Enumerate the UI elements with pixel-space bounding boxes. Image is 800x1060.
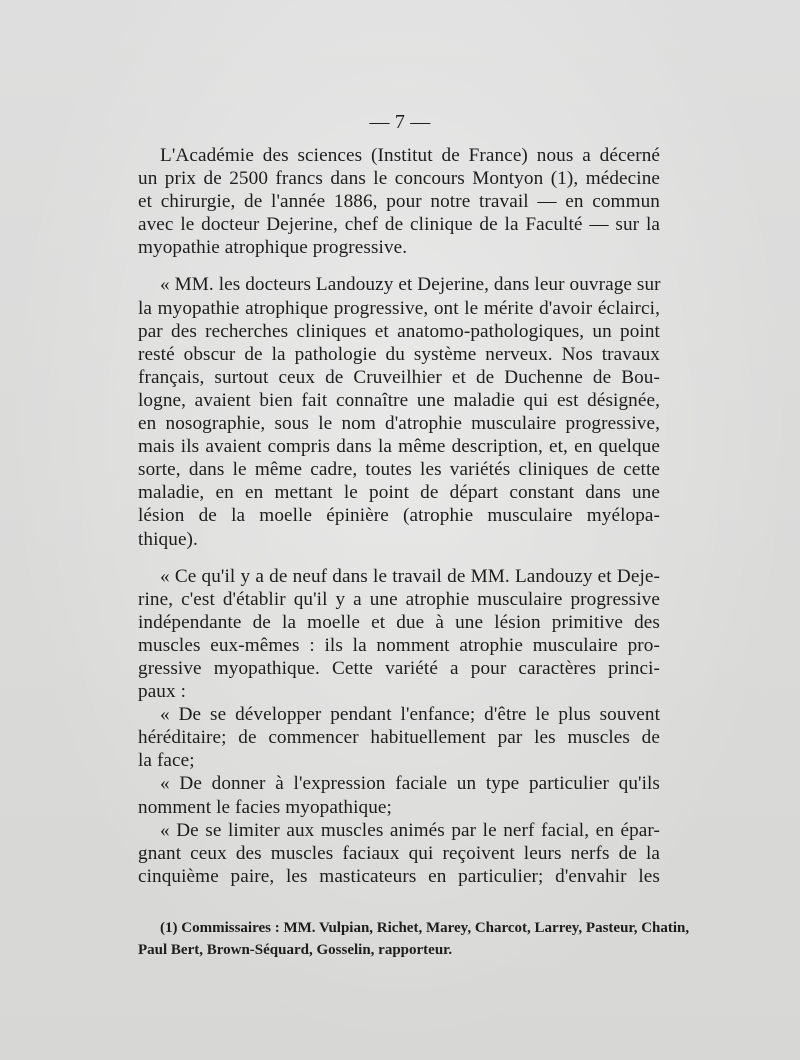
text-line: muscles eux-mêmes : ils la nomment atrophie musculaire pro-: [138, 634, 660, 656]
paragraph-5: [138, 772, 660, 818]
page-number: — 7 —: [369, 111, 431, 133]
paragraph-3: [138, 565, 660, 704]
paragraph-6: [138, 819, 660, 888]
paragraph-4: [138, 703, 660, 772]
text-line: « MM. les docteurs Landouzy et Dejerine, dans leur ouvrage sur: [160, 274, 661, 296]
text-line: lésion de la moelle épinière (atrophie musculaire myélopa-: [138, 505, 660, 527]
text-line: cinquième paire, les masticateurs en particulier; d'envahir les: [138, 865, 660, 887]
text-line: nomment le facies myopathique;: [138, 796, 392, 818]
text-line: gnant ceux des muscles faciaux qui reçoivent leurs nerfs de la: [138, 842, 660, 864]
text-line: la face;: [138, 750, 195, 772]
text-line: avec le docteur Dejerine, chef de clinique de la Faculté — sur la: [138, 214, 660, 236]
text-line: « Ce qu'il y a de neuf dans le travail de MM. Landouzy et Deje-: [160, 565, 660, 587]
text-line: par des recherches cliniques et anatomo-pathologiques, un point: [138, 320, 660, 342]
text-line: « De donner à l'expression faciale un type particulier qu'ils: [160, 773, 660, 795]
text-line: resté obscur de la pathologie du système nerveux. Nos travaux: [138, 343, 660, 365]
text-line: maladie, en en mettant le point de départ constant dans une: [138, 482, 660, 504]
text-line: et chirurgie, de l'année 1886, pour notre travail — en commun: [138, 191, 660, 213]
text-line: paux :: [138, 681, 187, 703]
text-line: mais ils avaient compris dans la même description, et, en quelque: [138, 436, 660, 458]
text-line: sorte, dans le même cadre, toutes les variétés cliniques de cette: [138, 459, 660, 481]
text-line: rine, c'est d'établir qu'il y a une atrophie musculaire progressive: [138, 588, 660, 610]
text-line: un prix de 2500 francs dans le concours Montyon (1), médecine: [138, 168, 660, 190]
text-line: « De se limiter aux muscles animés par le nerf facial, en épar-: [160, 819, 660, 841]
text-line: en nosographie, sous le nom d'atrophie musculaire progressive,: [138, 413, 660, 435]
text-line: L'Académie des sciences (Institut de France) nous a décerné: [160, 145, 660, 166]
paragraph-1: [138, 144, 660, 259]
text-line: indépendante de la moelle et due à une lésion primitive des: [138, 611, 660, 633]
text-line: myopathie atrophique progressive.: [138, 237, 408, 259]
footnote: [138, 917, 690, 961]
footnote-line: (1) Commissaires : MM. Vulpian, Richet, Marey, Charcot, Larrey, Pasteur, Chatin,: [160, 920, 690, 936]
text-line: français, surtout ceux de Cruveilhier et de Duchenne de Bou-: [138, 366, 660, 388]
text-line: « De se développer pendant l'enfance; d'être le plus souvent: [160, 704, 660, 726]
footnote-line: Paul Bert, Brown-Séquard, Gosselin, rapporteur.: [138, 942, 453, 958]
text-line: thique).: [138, 528, 198, 550]
text-line: la myopathie atrophique progressive, ont le mérite d'avoir éclairci,: [138, 297, 660, 319]
paragraph-2: [138, 273, 660, 550]
text-line: logne, avaient bien fait connaître une maladie qui est désignée,: [138, 389, 660, 411]
main-text: [138, 144, 660, 888]
text-line: héréditaire; de commencer habituellement par les muscles de: [138, 727, 660, 749]
text-line: gressive myopathique. Cette variété a pour caractères princi-: [138, 657, 660, 679]
